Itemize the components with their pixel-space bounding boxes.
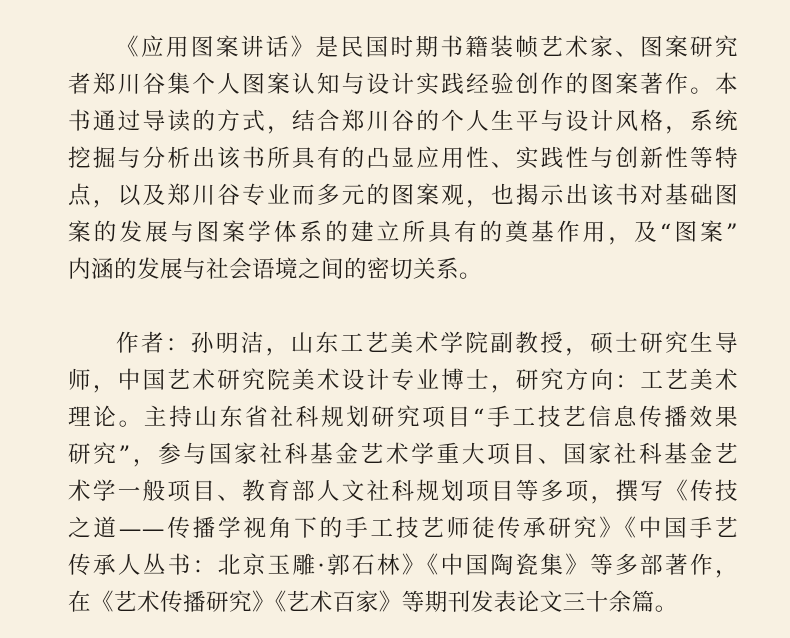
intro-line-4: 挖掘与分析出该书所具有的凸显应用性、实践性与创新性等特 <box>68 146 738 172</box>
author-line-4: 研究”，参与国家社科基金艺术学重大项目、国家社科基金艺 <box>68 442 738 468</box>
intro-line-3: 书通过导读的方式，结合郑川谷的个人生平与设计风格，系统 <box>68 109 738 135</box>
author-line-8: 在《艺术传播研究》《艺术百家》等期刊发表论文三十余篇。 <box>68 590 678 616</box>
intro-line-6: 案的发展与图案学体系的建立所具有的奠基作用，及“图案” <box>68 220 738 246</box>
intro-line-2: 者郑川谷集个人图案认知与设计实践经验创作的图案著作。本 <box>68 72 738 98</box>
author-line-2: 师，中国艺术研究院美术设计专业博士，研究方向：工艺美术 <box>68 368 738 394</box>
author-line-5: 术学一般项目、教育部人文社科规划项目等多项，撰写《传技 <box>68 479 738 505</box>
author-line-3: 理论。主持山东省社科规划研究项目“手工技艺信息传播效果 <box>68 405 738 431</box>
author-line-7: 传承人丛书：北京玉雕·郭石林》《中国陶瓷集》等多部著作， <box>68 553 738 579</box>
intro-line-5: 点，以及郑川谷专业而多元的图案观，也揭示出该书对基础图 <box>68 183 738 209</box>
intro-line-1: 《应用图案讲话》是民国时期书籍装帧艺术家、图案研究 <box>116 35 738 61</box>
intro-line-7: 内涵的发展与社会语境之间的密切关系。 <box>68 257 483 283</box>
author-line-1: 作者：孙明洁，山东工艺美术学院副教授，硕士研究生导 <box>116 331 738 357</box>
author-bio-paragraph <box>68 326 738 622</box>
author-line-6: 之道——传播学视角下的手工技艺师徒传承研究》《中国手艺 <box>68 516 738 542</box>
book-intro-paragraph <box>68 30 738 289</box>
